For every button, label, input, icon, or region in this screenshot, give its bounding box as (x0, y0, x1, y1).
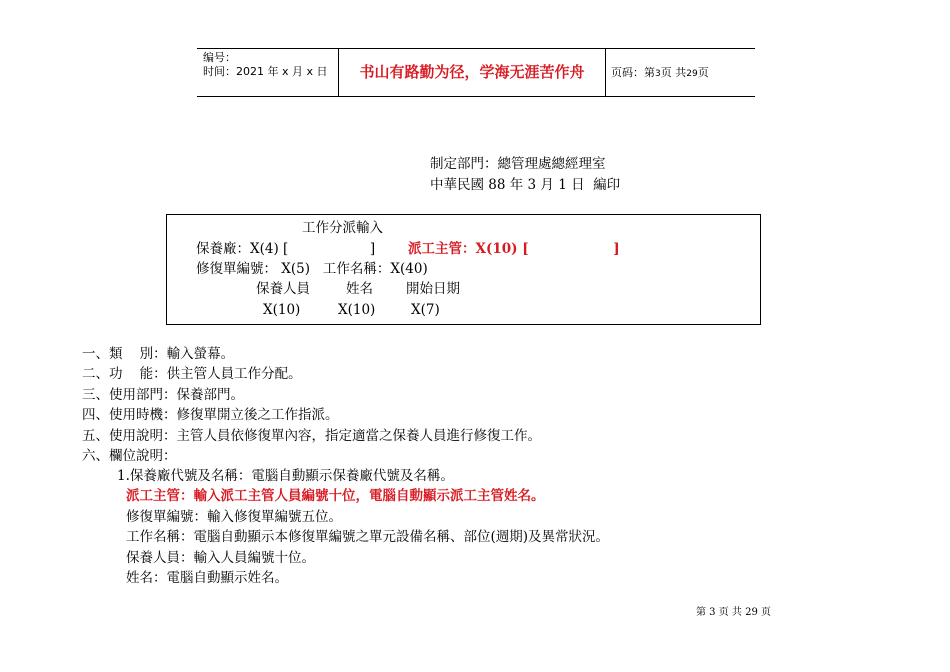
time-text: 时间：2021 年 x 月 x 日 (203, 65, 328, 78)
page-mid: 页 共 (660, 66, 687, 79)
page-suffix: 页 (697, 66, 709, 79)
field-name: 姓名：電腦自動顯示姓名。 (126, 570, 288, 586)
screen-title: 工作分派輸入 (302, 220, 383, 236)
col-value-start-date: X(7) (411, 302, 440, 318)
page-prefix: 页码：第 (611, 66, 655, 79)
section-fields: 六、欄位說明： (82, 448, 177, 464)
motto-cell (339, 49, 606, 96)
field-job-name: 工作名稱：電腦自動顯示本修復單編號之單元設備名稱、部位(週期)及異常狀況。 (126, 529, 610, 545)
field-maintenance-staff: 保養人員：輸入人員編號十位。 (126, 550, 315, 566)
col-value-staff: X(10) (263, 302, 301, 318)
field-item-1: 1.保養廠代號及名稱：電腦自動顯示保養廠代號及名稱。 (117, 468, 454, 484)
section-instructions: 五、使用說明：主管人員依修復單內容，指定適當之保養人員進行修復工作。 (82, 428, 541, 444)
col-value-name: X(10) (338, 302, 376, 318)
section-timing: 四、使用時機：修復單開立後之工作指派。 (82, 407, 339, 423)
header-table (197, 48, 755, 97)
header-info-cell (197, 49, 339, 96)
screen-row1-right: 派工主管：X(10) [ ] (408, 241, 620, 257)
screen-row2: 修復單編號： X(5) 工作名稱：X(40) (196, 261, 428, 277)
motto-text: 书山有路勤为径，学海无涯苦作舟 (359, 63, 585, 81)
col-header-start-date: 開始日期 (406, 281, 460, 297)
field-repair-order: 修復單編號：輸入修復單編號五位。 (126, 509, 342, 525)
field-dispatch-supervisor: 派工主管：輸入派工主管人員編號十位，電腦自動顯示派工主管姓名。 (126, 488, 545, 504)
section-category: 一、類 別：輸入螢幕。 (82, 346, 235, 362)
dept-line: 制定部門：總管理處總經理室 (430, 156, 606, 172)
number-label: 编号： (203, 51, 236, 64)
page-current: 3 (655, 69, 661, 79)
section-department: 三、使用部門：保養部門。 (82, 387, 244, 403)
screen-row1-left: 保養廠：X(4) [ ] (196, 241, 376, 257)
page-number-cell (606, 49, 755, 96)
page-total: 29 (686, 69, 698, 79)
col-header-name: 姓名 (346, 281, 373, 297)
date-line: 中華民國 88 年 3 月 1 日 編印 (430, 177, 621, 193)
col-header-staff: 保養人員 (256, 281, 310, 297)
footer-page-number: 第 3 页 共 29 页 (696, 607, 771, 618)
section-function: 二、功 能：供主管人員工作分配。 (82, 366, 302, 382)
